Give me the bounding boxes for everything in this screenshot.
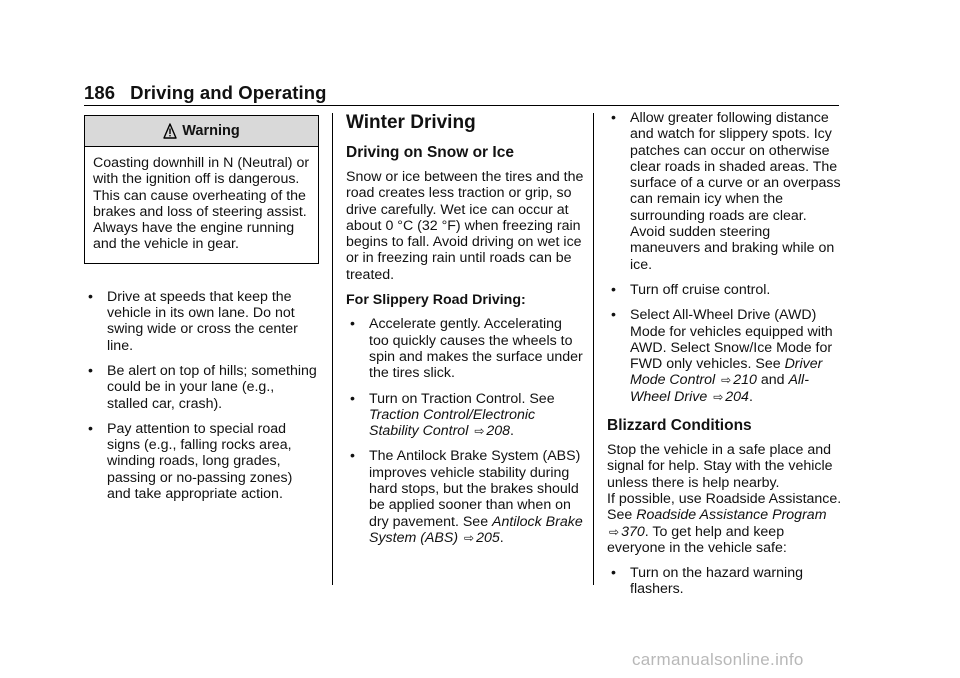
page-number: 186 bbox=[84, 82, 116, 103]
col3-bullets bbox=[607, 110, 843, 405]
list-item bbox=[346, 391, 584, 440]
cross-reference-link[interactable]: Roadside Assistance Program bbox=[636, 507, 827, 524]
page-reference[interactable]: 204 bbox=[725, 388, 749, 405]
bullet-glyph: • bbox=[350, 448, 355, 465]
paragraph: Snow or ice between the tires and the road creates less traction or grip, so drive carefully. Wet ice can occur at about 0 °C (32 °F) when freezing rain begins to fall. Avoid driving on wet ice or in freezing rain until roads can be treated. bbox=[346, 169, 584, 283]
section-title: Winter Driving bbox=[346, 112, 476, 133]
bullet-glyph: • bbox=[611, 110, 616, 126]
watermark: carmanualsonline.info bbox=[632, 650, 804, 669]
cross-reference-link[interactable]: All-Wheel Drive bbox=[630, 372, 809, 405]
bullet-glyph: • bbox=[88, 288, 93, 305]
col2-bullets bbox=[346, 316, 584, 546]
header-rule bbox=[84, 105, 839, 106]
subsection-title: Blizzard Conditions bbox=[607, 417, 752, 435]
cross-reference-link[interactable]: Traction Control/Electronic Stability Control bbox=[369, 406, 536, 440]
list-item-text: Turn on Traction Control. See bbox=[369, 390, 555, 407]
list-item-text: Allow greater following distance and watch for slippery spots. Icy patches can occur on otherwise clear roads in shaded areas. The surface of a curve or an overpass can remain icy when the surrounding roads are clear. Avoid sudden steering maneuvers and braking while on ice. bbox=[630, 110, 841, 273]
page-reference[interactable]: 370 bbox=[621, 523, 645, 540]
list-item-text: Be alert on top of hills; something could be in your lane (e.g., stalled car, crash). bbox=[107, 362, 317, 412]
paragraph-text: . To get help and keep everyone in the vehicle safe: bbox=[607, 523, 787, 556]
paragraph: Stop the vehicle in a safe place and signal for help. Stay with the vehicle unless there is help nearby. bbox=[607, 442, 833, 491]
page-arrow-icon: ⇨ bbox=[721, 373, 732, 388]
page-arrow-icon: ⇨ bbox=[474, 424, 485, 439]
warning-triangle-icon bbox=[163, 123, 177, 139]
list-item-text: Select All-Wheel Drive (AWD) Mode for vehicles equipped with AWD. Select Snow/Ice Mode for FWD only vehicles. See bbox=[630, 307, 833, 373]
list-item bbox=[346, 448, 584, 546]
punctuation: . bbox=[510, 423, 514, 440]
bullet-glyph: • bbox=[88, 362, 93, 379]
list-item bbox=[607, 282, 843, 298]
warning-header bbox=[85, 116, 318, 147]
bullet-glyph: • bbox=[350, 390, 355, 407]
page-header bbox=[84, 82, 327, 104]
list-item-text: Drive at speeds that keep the vehicle in its own lane. Do not swing wide or cross the center line. bbox=[107, 288, 298, 354]
page-reference[interactable]: 205 bbox=[476, 529, 500, 546]
bullet-glyph: • bbox=[611, 307, 616, 324]
cross-reference-link[interactable]: Driver Mode Control bbox=[630, 356, 823, 389]
list-item bbox=[607, 307, 843, 405]
bullet-glyph: • bbox=[611, 281, 616, 298]
bullet-glyph: • bbox=[350, 316, 355, 333]
bullet-glyph: • bbox=[88, 420, 93, 437]
column-2 bbox=[346, 112, 584, 555]
col1-bullets bbox=[84, 289, 319, 503]
list-item bbox=[84, 421, 319, 502]
list-item-text: Turn off cruise control. bbox=[630, 281, 771, 298]
list-item bbox=[84, 363, 319, 412]
column-divider-1 bbox=[332, 113, 333, 585]
page-reference[interactable]: 210 bbox=[733, 372, 757, 389]
page-arrow-icon: ⇨ bbox=[713, 389, 724, 404]
list-item-text: Pay attention to special road signs (e.g., falling rocks area, winding roads, long grades, passing or no-passing zones) and take appropriate action. bbox=[107, 420, 293, 503]
col3-bullets-2 bbox=[607, 565, 843, 598]
list-item bbox=[84, 289, 319, 354]
list-item-text: The Antilock Brake System (ABS) improves vehicle stability during hard stops, but the brakes should be applied sooner than when on dry pavement. See bbox=[369, 448, 581, 530]
page-arrow-icon: ⇨ bbox=[609, 524, 620, 539]
lead-heading: For Slippery Road Driving: bbox=[346, 292, 526, 309]
page-reference[interactable]: 208 bbox=[486, 423, 511, 440]
list-item-text: Turn on the hazard warning flashers. bbox=[630, 565, 803, 598]
list-item-text: Accelerate gently. Accelerating too quickly causes the wheels to spin and makes the surface under the tires slick. bbox=[369, 316, 583, 382]
bullet-glyph: • bbox=[611, 565, 616, 582]
warning-box bbox=[84, 115, 319, 264]
column-3 bbox=[607, 110, 843, 607]
punctuation: . bbox=[748, 388, 753, 405]
page-arrow-icon: ⇨ bbox=[464, 530, 475, 545]
subsection-title: Driving on Snow or Ice bbox=[346, 144, 514, 161]
list-item bbox=[607, 565, 843, 598]
punctuation: . bbox=[499, 529, 504, 546]
chapter-title: Driving and Operating bbox=[130, 82, 327, 103]
warning-text: Coasting downhill in N (Neutral) or with the ignition off is dangerous. This can cause overheating of the brakes and loss of steering assist. Always have the engine running and the vehicle in gear. bbox=[93, 155, 310, 253]
paragraph bbox=[607, 491, 843, 556]
cross-reference-link[interactable]: Antilock Brake System (ABS) bbox=[369, 513, 583, 546]
paragraph-text: If possible, use Roadside Assistance. See bbox=[607, 490, 842, 524]
list-item bbox=[607, 110, 843, 273]
list-item bbox=[346, 316, 584, 381]
column-divider-2 bbox=[593, 113, 594, 585]
conjunction: and bbox=[760, 372, 785, 389]
warning-title: Warning bbox=[182, 122, 240, 139]
column-1 bbox=[84, 115, 319, 511]
